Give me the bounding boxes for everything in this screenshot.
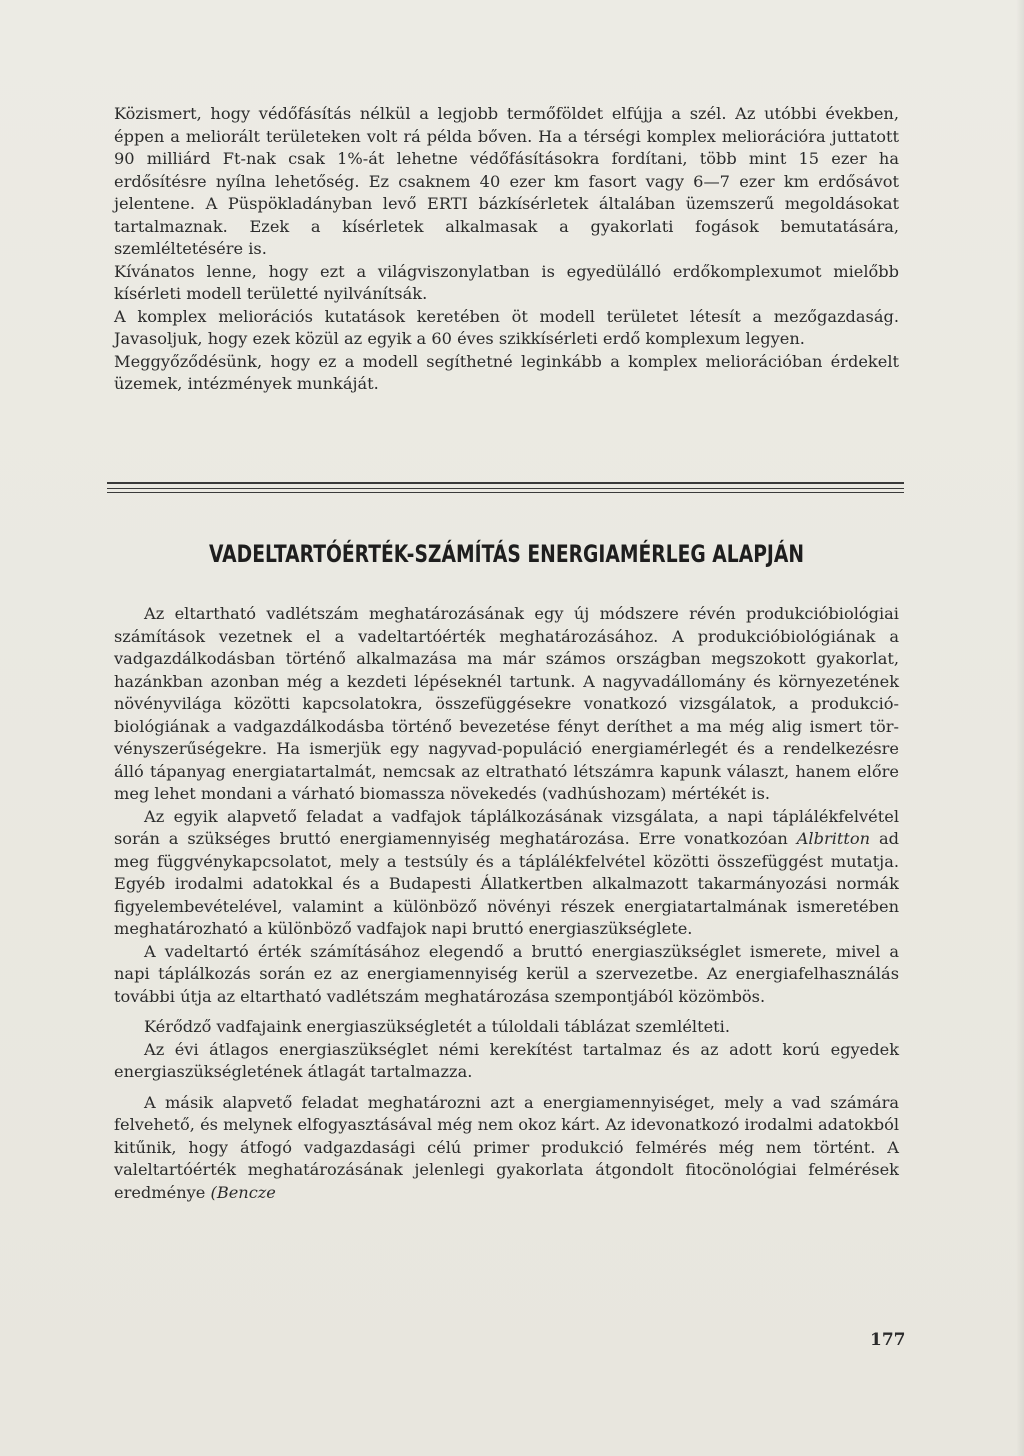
paragraph: Meggyőződésünk, hogy ez a modell segíthetné leginkább a komplex meliorációban érdekelt üzemek, intézmények munkáját. bbox=[114, 351, 899, 393]
section-divider bbox=[107, 488, 904, 489]
paragraph bbox=[114, 806, 899, 941]
citation: (Bencze bbox=[210, 1182, 276, 1202]
author-name: Albritton bbox=[796, 829, 871, 848]
article-title: VADELTARTÓÉRTÉK-SZÁMÍTÁS ENERGIAMÉRLEG ALAPJÁN bbox=[208, 540, 805, 568]
article-body bbox=[114, 603, 899, 1204]
paragraph: Kívánatos lenne, hogy ezt a világviszonylatban is egyedülálló erdőkomplexumot mielőbb kísérleti modell területté nyilvánítsák. bbox=[114, 261, 899, 303]
paragraph: Az évi átlagos energiaszükséglet némi kerekítést tartalmaz és az adott korú egyedek energiaszükségletének átlagát tartalmazza. bbox=[114, 1039, 899, 1081]
paragraph: Közismert, hogy védőfásítás nélkül a legjobb termőföldet elfújja a szél. Az utóbbi években, éppen a meliorált területeken volt rá példa bőven. Ha a térségi komplex meliorációra juttatott 90 milliárd Ft-nak csak 1%-át lehetne védőfásításokra fordítani, több mint 15 ezer ha erdősítésre nyílna lehetőség. Ez csaknem 40 ezer km fasort vagy 6—7 ezer km erdősávot jelentene. A Püspökladányban levő ERTI bázkísérletek általában üzemszerű megoldásokat tartalmaznak. Ezek a kísérletek alkalmasak a gyakorlati fogások bemutatására, szemléltetésére is. bbox=[114, 104, 899, 258]
paragraph: Az eltartható vadlétszám meghatározásának egy új módszere révén produkcióbiológiai számítások vezetnek el a vadeltartóérték meghatározásához. A produkcióbiológiának a vadgazdálkodásban történő alkalmazása ma már számos országban megszokott gyakorlat, hazánkban azonban még a kezdeti lépéseknél tartunk. A nagyvadállomány és környezetének növényvilága közötti kapcsolatokra, összefüggésekre vonatkozó vizsgálatok, a produkcióbiológiának a vadgazdálkodásba történő bevezetése fényt deríthet a ma még alig ismert törvényszerűségekre. Ha ismerjük egy nagyvad-populáció energiamérlegét és a rendelkezésre álló tápanyag energiatartalmát, nemcsak az eltratható létszámra kapunk választ, hanem előre meg lehet mondani a várható biomassza növekedés (vadhúshozam) mértékét is. bbox=[114, 604, 899, 803]
text-run: Az egyik alapvető feladat a vadfajok táplálkozásának vizsgálata, a napi táplálékfelvétel során a szükséges bruttó energiamennyiség meghatározása. Erre vonatkozóan bbox=[114, 806, 899, 848]
intro-text-block bbox=[114, 103, 899, 396]
paragraph: Kérődző vadfajaink energiaszükségletét a túloldali táblázat szemlélteti. bbox=[144, 1017, 730, 1036]
paragraph bbox=[114, 1092, 899, 1205]
page-number: 177 bbox=[870, 1330, 906, 1350]
text-run: A másik alapvető feladat meghatározni azt a energiamennyiséget, mely a vad számára felvehető, és melynek elfogyasztásával még nem okoz kárt. Az idevonatkozó irodalmi adatokból kitűnik, hogy átfogó vadgazdasági célú primer produkció felmérés még nem történt. A valeltartóérték meghatározásának jelenlegi gyakorlata átgondolt fitocönológiai felmérések eredménye bbox=[114, 1092, 899, 1202]
section-divider bbox=[107, 492, 904, 493]
section-divider bbox=[107, 482, 904, 484]
paragraph: A komplex meliorációs kutatások keretében öt modell területet létesít a mezőgazdaság. Javasoljuk, hogy ezek közül az egyik a 60 éves szikkísérleti erdő komplexum legyen. bbox=[114, 306, 899, 348]
paragraph: A vadeltartó érték számításához elegendő a bruttó energiaszükséglet ismerete, mivel a napi táplálkozás során ez az energiamennyiség kerül a szervezetbe. Az energiafelhasználás további útja az eltartható vadlétszám meghatározása szempontjából közömbös. bbox=[114, 941, 899, 1006]
text-run: ad meg függvénykapcsolatot, mely a testsúly és a táplálékfelvétel közötti összefüggést mutatja. Egyéb irodalmi adatokkal és a Budapesti Állatkertben alkalmazott takarmányozási normák figyelembevételével, valamint a különböző növényi részek energiatartalmának ismeretében meghatározható a különböző vadfajok napi bruttó energiaszükséglete. bbox=[114, 829, 899, 938]
page-edge-shadow bbox=[1016, 0, 1024, 1456]
